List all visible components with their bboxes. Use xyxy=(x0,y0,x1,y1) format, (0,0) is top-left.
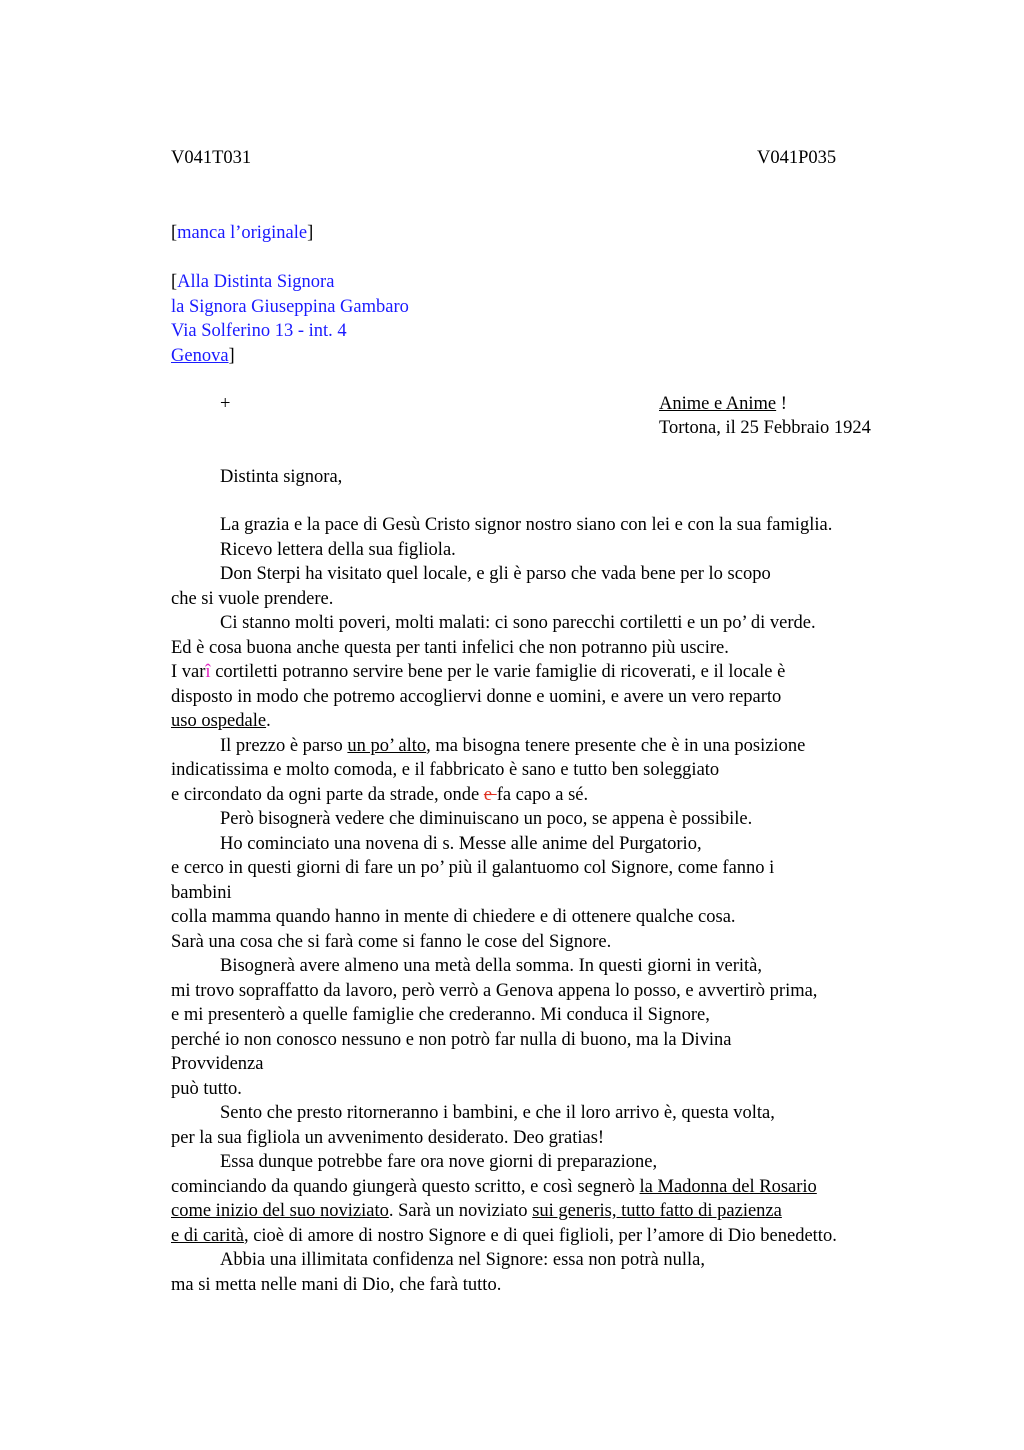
bracket-open: [ xyxy=(171,223,178,243)
text-line: Bisognerà avere almeno una metà della somma. In questi giorni in verità, xyxy=(220,956,762,976)
text-line: uso ospedale. xyxy=(171,711,271,731)
text-line: può tutto. xyxy=(171,1078,242,1099)
address-line-2: la Signora Giuseppina Gambaro xyxy=(171,296,409,317)
address-line-3: Via Solferino 13 - int. 4 xyxy=(171,321,347,341)
text-line: Ed è cosa buona anche questa per tanti infelici che non potranno più uscire. xyxy=(171,637,729,658)
text-line: I varî cortiletti potranno servire bene per le varie famiglie di ricoverati, e il locale è xyxy=(171,662,786,682)
text-line: bambini xyxy=(171,882,232,903)
text-line: colla mamma quando hanno in mente di chiedere e di ottenere qualche cosa. xyxy=(171,907,736,927)
emendation-mark: î xyxy=(205,662,211,682)
address-block xyxy=(171,270,409,368)
letter-body xyxy=(171,513,931,1297)
text-line: Sarà una cosa che si farà come si fanno le cose del Signore. xyxy=(171,931,612,952)
doc-id-right: V041P035 xyxy=(757,148,837,168)
text-line: Il prezzo è parso un po’ alto, ma bisogna tenere presente che è in una posizione xyxy=(220,735,806,756)
doc-id-left: V041T031 xyxy=(171,148,252,168)
text-line: per la sua figliola un avvenimento desiderato. Deo gratias! xyxy=(171,1127,605,1148)
text-line: e circondato da ogni parte da strade, onde e fa capo a sé. xyxy=(171,784,589,805)
text-line: ma si metta nelle mani di Dio, che farà tutto. xyxy=(171,1274,502,1295)
salutation: Distinta signora, xyxy=(220,467,343,487)
text-line: disposto in modo che potremo accogliervi donne e uomini, e avere un vero reparto xyxy=(171,686,782,707)
motto-text: Anime e Anime xyxy=(659,394,777,414)
address-line-1: [Alla Distinta Signora xyxy=(171,272,335,292)
text-line: come inizio del suo noviziato. Sarà un noviziato sui generis, tutto fatto di pazienza xyxy=(171,1201,782,1221)
bracket-close: ] xyxy=(307,223,314,243)
text-line: cominciando da quando giungerà questo scritto, e così segnerò la Madonna del Rosario xyxy=(171,1176,817,1197)
text-line: Abbia una illimitata confidenza nel Signore: essa non potrà nulla, xyxy=(220,1250,705,1270)
text-line: Ricevo lettera della sua figliola. xyxy=(220,539,456,560)
text-line: Provvidenza xyxy=(171,1054,264,1074)
missing-original-text: manca l’originale xyxy=(177,223,308,243)
text-line: indicatissima e molto comoda, e il fabbricato è sano e tutto ben soleggiato xyxy=(171,760,720,780)
text-line: Don Sterpi ha visitato quel locale, e gli è parso che vada bene per lo scopo xyxy=(220,564,771,584)
place-date: Tortona, il 25 Febbraio 1924 xyxy=(659,418,871,438)
text-line: Sento che presto ritorneranno i bambini, e che il loro arrivo è, questa volta, xyxy=(220,1103,775,1123)
text-line: perché io non conosco nessuno e non potrò far nulla di buono, ma la Divina xyxy=(171,1029,732,1050)
text-line: e mi presenterò a quelle famiglie che crederanno. Mi conduca il Signore, xyxy=(171,1005,710,1025)
cross-mark: + xyxy=(220,394,231,414)
text-line: La grazia e la pace di Gesù Cristo signor nostro siano con lei e con la sua famiglia. xyxy=(220,515,833,535)
text-line: Però bisognerà vedere che diminuiscano un poco, se appena è possibile. xyxy=(220,809,753,829)
text-line: Ho cominciato una novena di s. Messe alle anime del Purgatorio, xyxy=(220,833,702,854)
motto: Anime e Anime ! xyxy=(659,394,787,414)
deleted-text: e xyxy=(483,784,497,805)
address-line-4: Genova] xyxy=(171,345,235,366)
text-line: Essa dunque potrebbe fare ora nove giorni di preparazione, xyxy=(220,1152,658,1172)
text-line: e di carità, cioè di amore di nostro Signore e di quei figlioli, per l’amore di Dio benedetto. xyxy=(171,1225,837,1246)
text-line: e cerco in questi giorni di fare un po’ più il galantuomo col Signore, come fanno i xyxy=(171,858,775,878)
text-line: Ci stanno molti poveri, molti malati: ci sono parecchi cortiletti e un po’ di verde. xyxy=(220,613,816,633)
text-line: mi trovo sopraffatto da lavoro, però verrò a Genova appena lo posso, e avvertirò prima, xyxy=(171,980,818,1001)
missing-original-note xyxy=(171,221,313,246)
text-line: che si vuole prendere. xyxy=(171,588,334,609)
